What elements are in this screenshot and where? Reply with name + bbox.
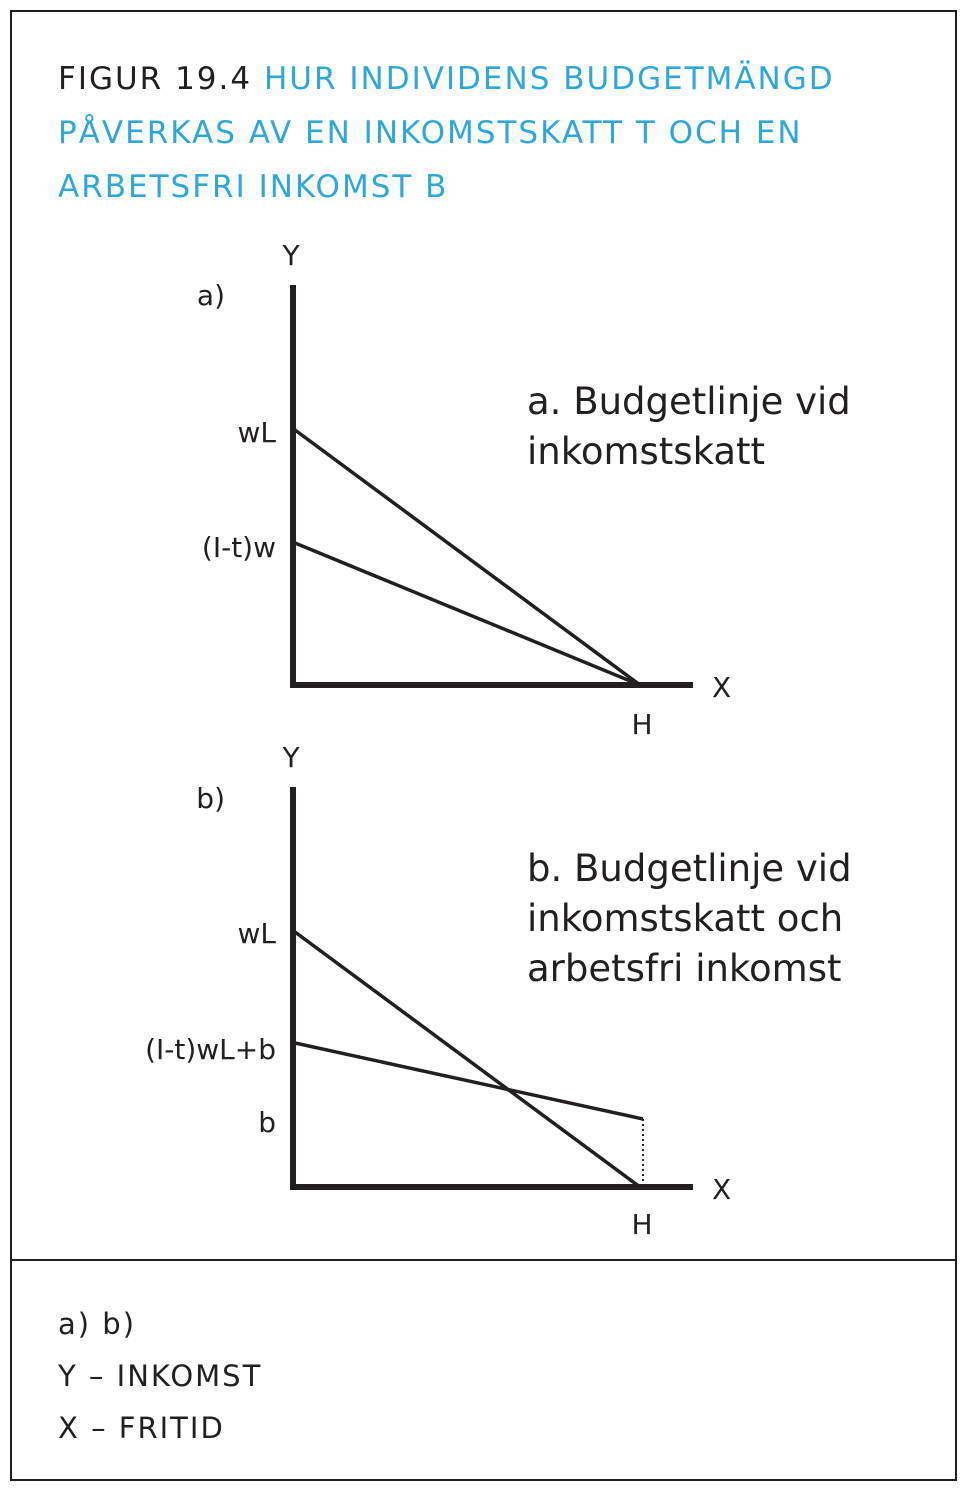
- figure-number: FIGUR 19.4: [58, 61, 253, 97]
- panel-a-label: a): [196, 279, 225, 312]
- panel-a-x-tick-h: H: [631, 708, 653, 741]
- panel-b-label: b): [196, 782, 225, 815]
- panel-a-x-axis-label: X: [712, 671, 732, 704]
- panel-a: [197, 239, 851, 741]
- panel-b-x-axis-label: X: [712, 1173, 732, 1206]
- figure-title-text: HUR INDIVIDENS BUDGETMÄNGD PÅVERKAS AV EN INKOMSTSKATT T OCH EN ARBETSFRI INKOMST B: [58, 61, 835, 205]
- legend-y-meaning: Y – INKOMST: [58, 1359, 263, 1393]
- panel-b-y-tick-b: b: [258, 1106, 276, 1139]
- panel-b: [145, 741, 852, 1241]
- panel-a-budget-line-aftertax: [295, 543, 640, 685]
- panel-a-y-tick-tax: (I-t)w: [201, 531, 276, 564]
- panel-a-y-tick-wl: wL: [237, 416, 276, 449]
- axis-legend: [58, 1298, 262, 1454]
- panel-b-y-axis-label: Y: [282, 741, 300, 774]
- panel-b-y-tick-tax-plus-b: (I-t)wL+b: [145, 1033, 276, 1066]
- panel-b-budget-line-aftertax-with-b: [295, 1043, 643, 1119]
- panel-b-caption-line-1: b. Budgetlinje vid: [527, 847, 852, 890]
- panel-a-y-axis-label: Y: [282, 239, 300, 272]
- panel-b-x-tick-h: H: [631, 1208, 653, 1241]
- panel-b-y-tick-wl: wL: [237, 917, 276, 950]
- panel-b-caption-line-2: inkomstskatt och: [527, 897, 844, 940]
- panel-a-caption-line-1: a. Budgetlinje vid: [527, 380, 851, 423]
- panel-b-caption-line-3: arbetsfri inkomst: [527, 947, 842, 990]
- panel-a-caption-line-2: inkomstskatt: [527, 430, 766, 473]
- legend-panels: a) b): [58, 1307, 137, 1341]
- legend-x-meaning: X – FRITID: [58, 1411, 225, 1445]
